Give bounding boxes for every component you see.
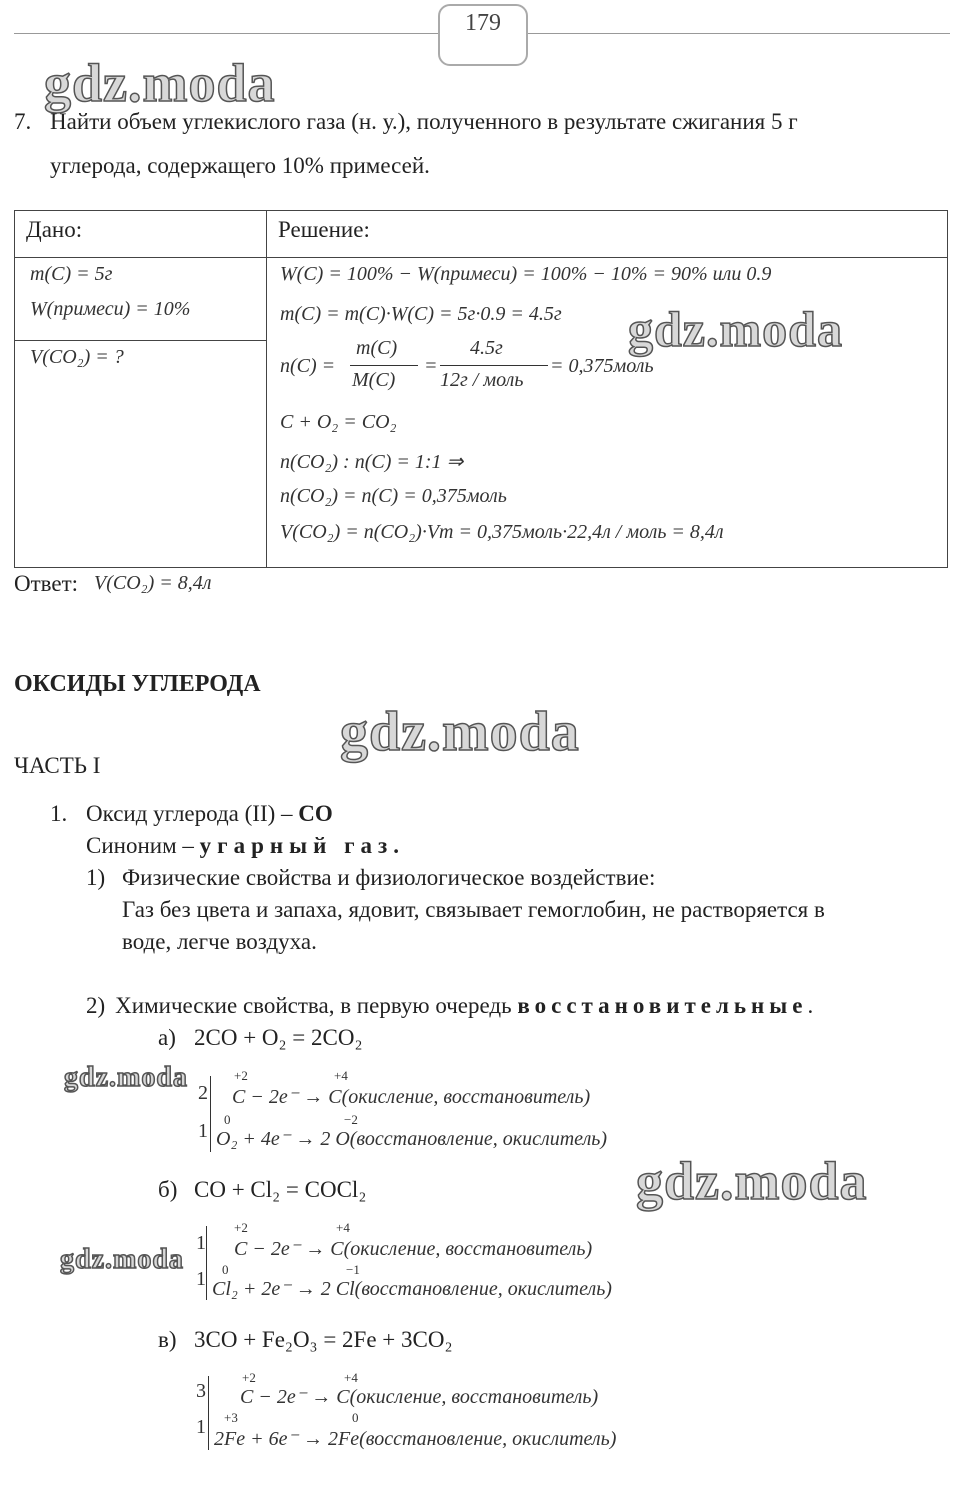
fraction-den1: M(C)	[352, 369, 396, 391]
given-impurity: W(примеси) = 10%	[30, 298, 191, 320]
sub1-text-line2: воде, легче воздуха.	[122, 929, 317, 954]
reaction-c-line2: 2Fe + 6e⁻ → 2Fe(восстановление, окислитель)	[214, 1428, 617, 1450]
item-title	[86, 800, 333, 828]
reaction-a-ox2b: −2	[344, 1112, 358, 1127]
solution-header-cell	[267, 211, 948, 258]
watermark: gdz.moda	[340, 701, 580, 763]
item-formula: CO	[298, 801, 333, 826]
problem-text-line2: углерода, содержащего 10% примесей.	[50, 153, 430, 178]
page-number: 179	[465, 10, 501, 36]
reaction-b-label: б)	[158, 1177, 178, 1202]
solution-line-purity: W(C) = 100% − W(примеси) = 100% − 10% = 90% или 0.9	[280, 263, 772, 285]
reaction-a-coef1: 2	[198, 1082, 208, 1104]
find-value: V(CO₂) = ?	[30, 345, 124, 368]
section-title: ОКСИДЫ УГЛЕРОДА	[14, 671, 261, 697]
reaction-c-bracket	[208, 1376, 209, 1450]
solution-line-reaction: C + O₂ = CO₂	[280, 411, 397, 433]
watermark: gdz.moda	[636, 1151, 868, 1211]
reaction-b-bracket	[206, 1226, 207, 1300]
solution-line-moles: n(CO₂) = n(C) = 0,375моль	[280, 485, 507, 507]
header-rule-left	[14, 33, 438, 34]
reaction-a-equation: 2CO + O₂ = 2CO₂	[194, 1025, 363, 1050]
reaction-a-coef2: 1	[198, 1120, 208, 1142]
reaction-b-equation: CO + Cl₂ = COCl₂	[194, 1177, 367, 1202]
sub2-end: .	[807, 993, 814, 1018]
reaction-c-line1: C − 2e⁻ → C(окисление, восстановитель)	[240, 1386, 599, 1408]
reaction-a-label: а)	[158, 1025, 176, 1050]
sub1-number: 1)	[86, 865, 106, 890]
sub1-text-line1: Газ без цвета и запаха, ядовит, связывает гемоглобин, не растворяется в	[122, 897, 825, 922]
solution-header: Решение:	[278, 217, 370, 242]
fraction-bar2	[440, 365, 548, 366]
synonym-value: угарный газ.	[199, 833, 406, 858]
given-mass: m(C) = 5г	[30, 263, 113, 285]
sub2-bold: восстановительные	[517, 993, 808, 1018]
part-title: ЧАСТЬ I	[14, 753, 101, 778]
fraction-result: = 0,375моль	[550, 355, 654, 377]
reaction-c-coef2: 1	[196, 1416, 206, 1438]
reaction-c-ox2a: +3	[224, 1410, 238, 1425]
reaction-c-ox1a: +2	[242, 1370, 256, 1385]
item-title-text: Оксид углерода (II) –	[86, 801, 299, 826]
sub1-title: Физические свойства и физиологическое воздействие:	[122, 865, 656, 890]
synonym-line	[86, 832, 405, 860]
find-cell	[15, 340, 267, 567]
item-number: 1.	[50, 801, 68, 826]
reaction-b-coef1: 1	[196, 1232, 206, 1254]
reaction-a-ox2a: 0	[224, 1112, 231, 1127]
fraction-lhs: n(C) =	[280, 355, 336, 377]
reaction-a-ox1a: +2	[234, 1068, 248, 1083]
watermark: gdz.moda	[628, 301, 843, 357]
reaction-c-label: в)	[158, 1327, 177, 1352]
reaction-b-line2: Cl₂ + 2e⁻ → 2 Cl(восстановление, окислитель)	[212, 1278, 612, 1300]
watermark: gdz.moda	[44, 53, 276, 113]
reaction-a-ox1b: +4	[334, 1068, 348, 1083]
watermark: gdz.moda	[64, 1062, 188, 1093]
fraction-num2: 4.5г	[470, 337, 503, 359]
problem-text-line1: Найти объем углекислого газа (н. у.), полученного в результате сжигания 5 г	[50, 109, 798, 134]
problem-number: 7.	[14, 109, 32, 134]
given-header: Дано:	[26, 217, 83, 242]
sub2-line	[86, 992, 813, 1020]
header-rule-right	[526, 33, 950, 34]
solution-line-volume: V(CO₂) = n(CO₂)·Vm = 0,375моль·22,4л / моль = 8,4л	[280, 521, 724, 543]
synonym-label: Синоним –	[86, 833, 200, 858]
sub2-title: Химические свойства, в первую очередь	[115, 993, 518, 1018]
reaction-b-coef2: 1	[196, 1268, 206, 1290]
reaction-a-line1: C − 2e⁻ → C(окисление, восстановитель)	[232, 1086, 591, 1108]
solution-line-mass: m(C) = m(C)·W(C) = 5г·0.9 = 4.5г	[280, 303, 562, 325]
given-header-cell	[15, 211, 267, 258]
answer-value: V(CO₂) = 8,4л	[94, 572, 212, 594]
fraction-num1: m(C)	[356, 337, 398, 359]
reaction-c-ox2b: 0	[352, 1410, 359, 1425]
reaction-c-ox1b: +4	[344, 1370, 358, 1385]
reaction-b-ox1a: +2	[234, 1220, 248, 1235]
watermark: gdz.moda	[60, 1244, 184, 1275]
reaction-b-line1: C − 2e⁻ → C(окисление, восстановитель)	[234, 1238, 593, 1260]
reaction-b-ox2b: −1	[346, 1262, 360, 1277]
solution-line-ratio: n(CO₂) : n(C) = 1:1 ⇒	[280, 451, 464, 473]
reaction-a-line2: O₂ + 4e⁻ → 2 O(восстановление, окислитель)	[216, 1128, 608, 1150]
given-cell	[15, 258, 267, 341]
fraction-den2: 12г / моль	[440, 369, 524, 391]
solution-table	[14, 210, 948, 568]
solution-cell	[267, 258, 948, 568]
fraction-eq: =	[424, 355, 438, 377]
answer-label: Ответ:	[14, 571, 79, 596]
fraction-bar1	[350, 365, 418, 366]
sub2-number: 2)	[86, 993, 106, 1018]
solution-fraction	[280, 337, 700, 397]
reaction-c-coef1: 3	[196, 1380, 206, 1402]
reaction-b-ox2a: 0	[222, 1262, 229, 1277]
reaction-a-bracket	[210, 1076, 211, 1152]
reaction-b-ox1b: +4	[336, 1220, 350, 1235]
reaction-c-equation: 3CO + Fe₂O₃ = 2Fe + 3CO₂	[194, 1327, 453, 1352]
